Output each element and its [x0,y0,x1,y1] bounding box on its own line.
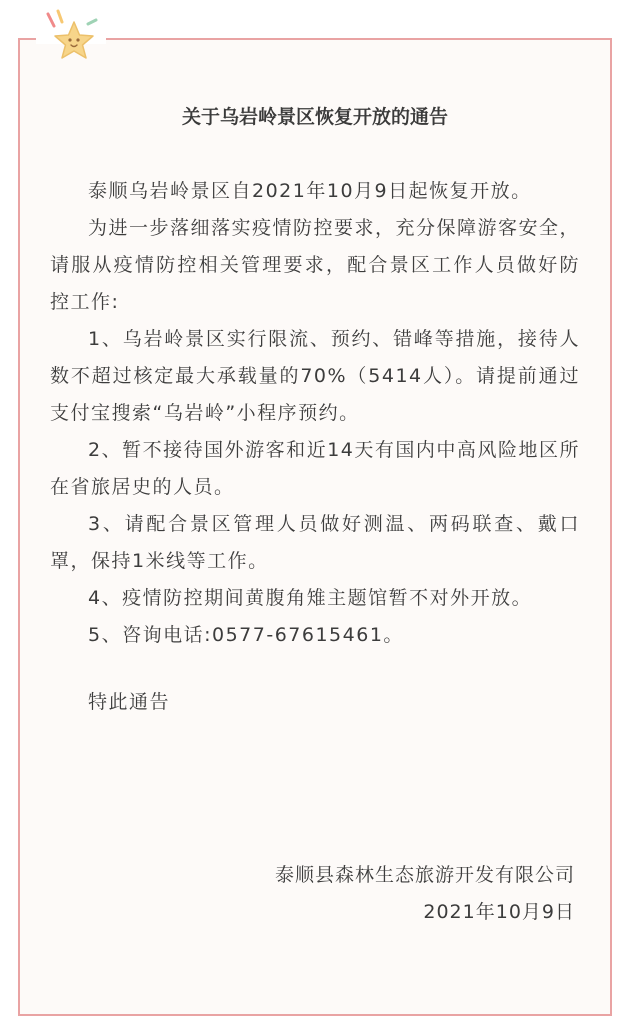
paragraph-item-1: 1、乌岩岭景区实行限流、预约、错峰等措施，接待人数不超过核定最大承载量的70%（5414人）。请提前通过支付宝搜索“乌岩岭”小程序预约。 [50,328,580,424]
paragraph-requirements: 为进一步落细落实疫情防控要求，充分保障游客安全，请服从疫情防控相关管理要求，配合景区工作人员做好防控工作: [50,217,581,313]
issue-date: 2021年10月9日 [423,901,575,923]
closing-text: 特此通告 [88,691,171,713]
paragraph-item-3: 3、请配合景区管理人员做好测温、两码联查、戴口罩，保持1米线等工作。 [50,513,580,572]
issuer-name: 泰顺县森林生态旅游开发有限公司 [274,864,575,886]
notice-body [50,173,580,721]
paragraph-item-5: 5、咨询电话:0577-67615461。 [88,624,404,646]
paragraph-item-4: 4、疫情防控期间黄腹角雉主题馆暂不对外开放。 [88,587,533,609]
paragraph-reopen: 泰顺乌岩岭景区自2021年10月9日起恢复开放。 [88,180,532,202]
notice-title: 关于乌岩岭景区恢复开放的通告 [181,106,448,128]
star-icon [38,8,104,62]
paragraph-item-2: 2、暂不接待国外游客和近14天有国内中高风险地区所在省旅居史的人员。 [50,439,580,498]
signature-block [275,857,575,931]
spacer [50,654,580,684]
